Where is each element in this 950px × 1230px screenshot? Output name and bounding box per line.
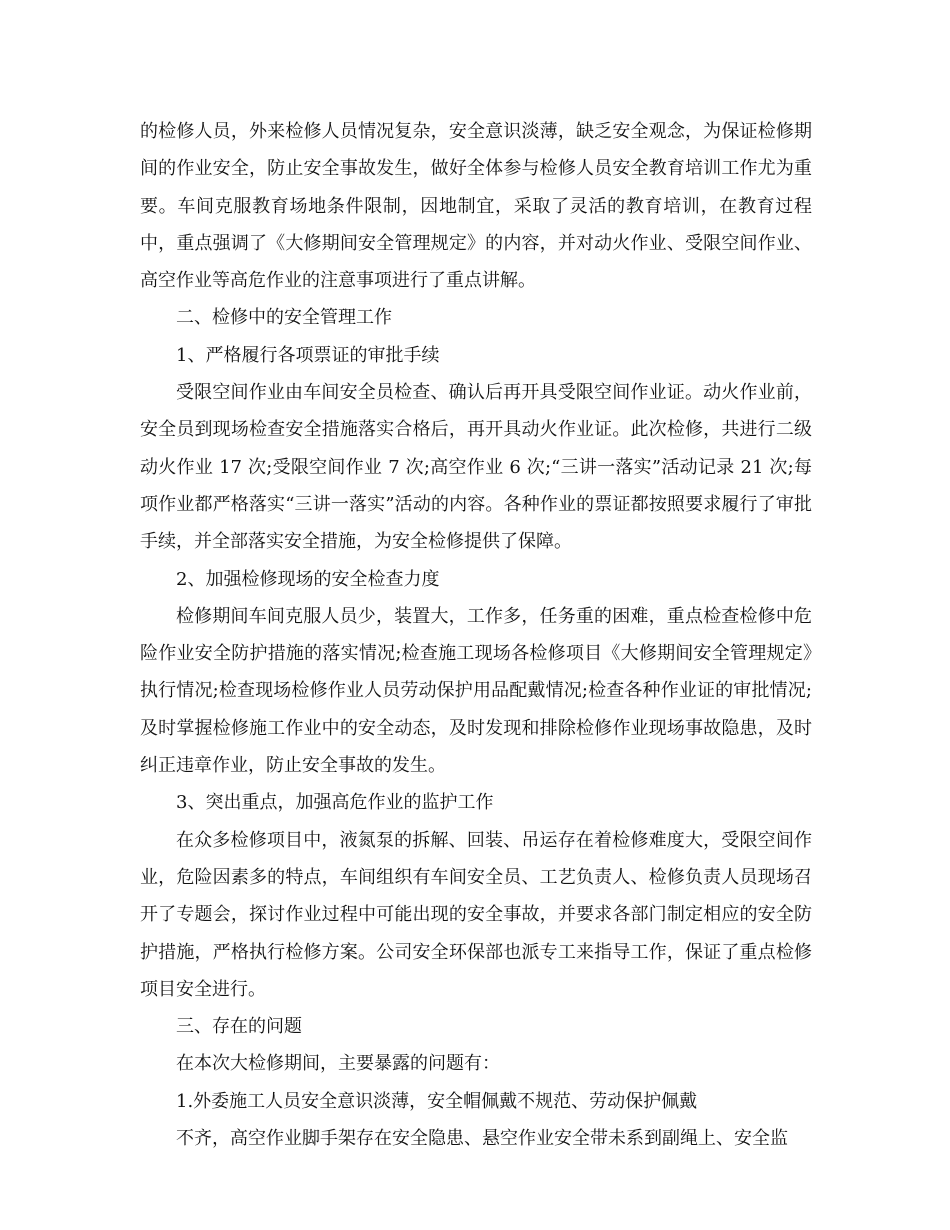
paragraph-training: 的检修人员，外来检修人员情况复杂，安全意识淡薄，缺乏安全观念，为保证检修期间的作业安全，防止安全事故发生，做好全体参与检修人员安全教育培训工作尤为重要。车间克服教育场地条件限制，因地制宜，采取了灵活的教育培训，在教育过程中，重点强调了《大修期间安全管理规定》的内容，并对动火作业、受限空间作业、高空作业等高危作业的注意事项进行了重点讲解。 bbox=[140, 121, 812, 292]
section-heading-safety-management: 二、检修中的安全管理工作 bbox=[176, 307, 392, 329]
subheading-high-risk-monitoring: 3、突出重点，加强高危作业的监护工作 bbox=[176, 792, 494, 814]
paragraph-permit-approval: 受限空间作业由车间安全员检查、确认后再开具受限空间作业证。动火作业前，安全员到现场检查安全措施落实合格后，再开具动火作业证。此次检修，共进行二级动火作业 17 次;受限空间作业 7 次;高空作业 6 次;“三讲一落实”活动记录 21 次;每项作业都严格落实“三讲一落实”活动的内容。各种作业的票证都按照要求履行了审批手续，并全部落实安全措施，为安全检修提供了保障。 bbox=[140, 382, 812, 553]
subheading-site-inspection: 2、加强检修现场的安全检查力度 bbox=[176, 568, 440, 590]
section-heading-problems: 三、存在的问题 bbox=[176, 1016, 302, 1038]
paragraph-high-risk-monitoring: 在众多检修项目中，液氮泵的拆解、回装、吊运存在着检修难度大，受限空间作业，危险因素多的特点，车间组织有车间安全员、工艺负责人、检修负责人员现场召开了专题会，探讨作业过程中可能出现的安全事故，并要求各部门制定相应的安全防护措施，严格执行检修方案。公司安全环保部也派专工来指导工作，保证了重点检修项目安全进行。 bbox=[140, 829, 812, 1000]
subheading-permit-approval: 1、严格履行各项票证的审批手续 bbox=[176, 344, 440, 366]
paragraph-problems-intro: 在本次大检修期间，主要暴露的问题有： bbox=[176, 1053, 500, 1075]
document-body bbox=[140, 113, 812, 1157]
problem-item-1: 1.外委施工人员安全意识淡薄，安全帽佩戴不规范、劳动保护佩戴 bbox=[176, 1090, 698, 1112]
paragraph-problem-continued: 不齐，高空作业脚手架存在安全隐患、悬空作业安全带未系到副绳上、安全监 bbox=[176, 1128, 788, 1150]
paragraph-site-inspection: 检修期间车间克服人员少，装置大，工作多，任务重的困难，重点检查检修中危险作业安全防护措施的落实情况;检查施工现场各检修项目《大修期间安全管理规定》执行情况;检查现场检修作业人员劳动保护用品配戴情况;检查各种作业证的审批情况;及时掌握检修施工作业中的安全动态，及时发现和排除检修作业现场事故隐患，及时纠正违章作业，防止安全事故的发生。 bbox=[140, 605, 812, 777]
